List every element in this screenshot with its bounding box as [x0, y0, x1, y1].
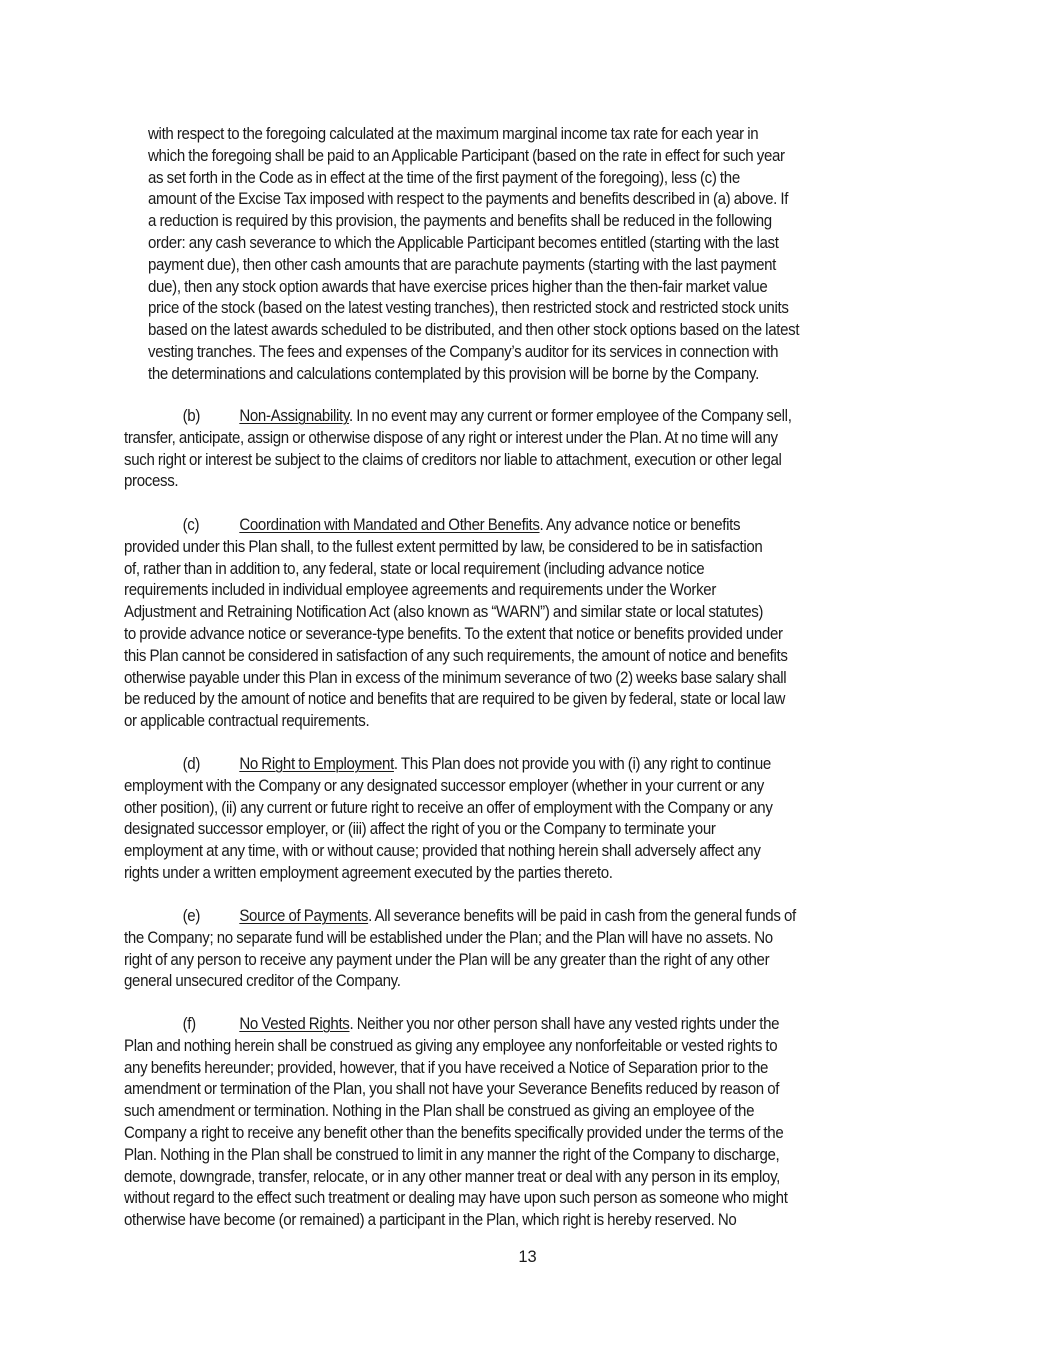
- text-line: otherwise have become (or remained) a participant in the Plan, which right is hereby reserved. No: [124, 1211, 737, 1230]
- text-line: payment due), then other cash amounts that are parachute payments (starting with the last payment: [148, 255, 777, 274]
- section-label: (c): [182, 516, 200, 534]
- text-line: to provide advance notice or severance-type benefits. To the extent that notice or benefits provided under: [124, 624, 783, 643]
- text-line: such right or interest be subject to the claims of creditors nor liable to attachment, execution or other legal: [124, 450, 782, 469]
- text-line: provided under this Plan shall, to the fullest extent permitted by law, be considered to be in satisfaction: [124, 537, 763, 556]
- text-line: of, rather than in addition to, any federal, state or local requirement (including advance notice: [124, 559, 705, 578]
- text-line: price of the stock (based on the latest vesting tranches), then restricted stock and restricted stock units: [148, 299, 789, 318]
- text-line: otherwise payable under this Plan in excess of the minimum severance of two (2) weeks base salary shall: [124, 668, 787, 687]
- text-line: other position), (ii) any current or future right to receive an offer of employment with the Company or any: [124, 798, 773, 817]
- section-heading: Source of Payments: [239, 907, 369, 925]
- text-line: process.: [124, 472, 179, 491]
- text-line: any benefits hereunder; provided, however, that if you have received a Notice of Separation prior to the: [124, 1058, 769, 1077]
- text-line: be reduced by the amount of notice and benefits that are required to be given by federal, state or local law: [124, 690, 786, 709]
- text-line: as set forth in the Code as in effect at the time of the first payment of the foregoing), less (c) the: [148, 168, 740, 187]
- section-label: (d): [182, 755, 201, 773]
- section-label: (f): [182, 1015, 196, 1033]
- text-fragment: . All severance benefits will be paid in cash from the general funds of: [368, 907, 796, 925]
- section-heading: Non-Assignability: [239, 407, 349, 425]
- text-fragment: . This Plan does not provide you with (i) any right to continue: [393, 755, 771, 773]
- section-d-no-right-to-employment: [124, 754, 773, 885]
- text-line: Plan. Nothing in the Plan shall be construed to limit in any manner the right of the Company to discharge,: [124, 1145, 780, 1164]
- text-line: amount of the Excise Tax imposed with respect to the payments and benefits described in (a) above. If: [148, 190, 789, 209]
- text-line: transfer, anticipate, assign or otherwise dispose of any right or interest under the Plan. At no time will any: [124, 428, 778, 447]
- text-line: which the foregoing shall be paid to an Applicable Participant (based on the rate in effect for such year: [148, 146, 785, 165]
- text-line: order: any cash severance to which the Applicable Participant becomes entitled (starting with the last: [148, 233, 779, 252]
- text-line: the determinations and calculations contemplated by this provision will be borne by the Company.: [148, 364, 759, 383]
- text-line: the Company; no separate fund will be established under the Plan; and the Plan will have no assets. No: [124, 928, 773, 947]
- section-f-no-vested-rights: [124, 1014, 788, 1232]
- text-line: or applicable contractual requirements.: [124, 712, 370, 731]
- text-line: employment at any time, with or without cause; provided that nothing herein shall adversely affect any: [124, 842, 761, 861]
- text-line: vesting tranches. The fees and expenses of the Company’s auditor for its services in connection with: [148, 342, 779, 361]
- text-fragment: . In no event may any current or former employee of the Company sell,: [348, 407, 792, 425]
- text-fragment: . Any advance notice or benefits: [539, 516, 741, 534]
- section-first-line: [124, 515, 788, 537]
- section-b-non-assignability: [124, 406, 792, 493]
- text-line: general unsecured creditor of the Company.: [124, 972, 401, 991]
- text-line: Adjustment and Retraining Notification Act (also known as “WARN”) and similar state or local statutes): [124, 603, 764, 622]
- text-line: right of any person to receive any payment under the Plan will be any greater than the right of any other: [124, 950, 770, 969]
- section-e-source-of-payments: [124, 906, 796, 993]
- text-line: Company a right to receive any benefit other than the benefits specifically provided under the terms of the: [124, 1123, 784, 1142]
- section-heading: Coordination with Mandated and Other Benefits: [239, 516, 540, 534]
- text-fragment: . Neither you nor other person shall have any vested rights under the: [349, 1015, 780, 1033]
- section-label: (e): [182, 907, 201, 925]
- text-line: based on the latest awards scheduled to be distributed, and then other stock options based on the latest: [148, 321, 800, 340]
- text-line: with respect to the foregoing calculated at the maximum marginal income tax rate for each year in: [148, 125, 759, 143]
- section-label: (b): [182, 407, 201, 425]
- section-first-line: [124, 406, 792, 428]
- text-line: rights under a written employment agreement executed by the parties thereto.: [124, 863, 613, 882]
- text-line: amendment or termination of the Plan, you shall not have your Severance Benefits reduced by reason of: [124, 1080, 780, 1099]
- section-c-coordination: [124, 515, 788, 733]
- text-line: without regard to the effect such treatment or dealing may have upon such person as someone who might: [124, 1189, 788, 1208]
- section-heading: No Right to Employment: [239, 755, 394, 773]
- text-line: employment with the Company or any designated successor employer (whether in your current or any: [124, 776, 765, 795]
- section-first-line: [124, 754, 773, 776]
- section-heading: No Vested Rights: [239, 1015, 350, 1033]
- text-line: designated successor employer, or (iii) affect the right of you or the Company to terminate your: [124, 820, 716, 839]
- section-first-line: [124, 906, 796, 928]
- text-line: due), then any stock option awards that have exercise prices higher than the then-fair market value: [148, 277, 768, 296]
- text-line: a reduction is required by this provision, the payments and benefits shall be reduced in the following: [148, 212, 772, 231]
- text-line: demote, downgrade, transfer, relocate, or in any other manner treat or deal with any person in its employ,: [124, 1167, 781, 1186]
- text-line: Plan and nothing herein shall be construed as giving any employee any nonforfeitable or vested rights to: [124, 1036, 778, 1055]
- text-line: this Plan cannot be considered in satisfaction of any such requirements, the amount of notice and benefits: [124, 646, 788, 665]
- page-number: 13: [518, 1248, 537, 1266]
- text-line: requirements included in individual employee agreements and requirements under the Worker: [124, 581, 717, 600]
- continuation-paragraph: [148, 124, 799, 386]
- section-first-line: [124, 1014, 788, 1036]
- text-line: such amendment or termination. Nothing in the Plan shall be construed as giving an employee of the: [124, 1102, 755, 1121]
